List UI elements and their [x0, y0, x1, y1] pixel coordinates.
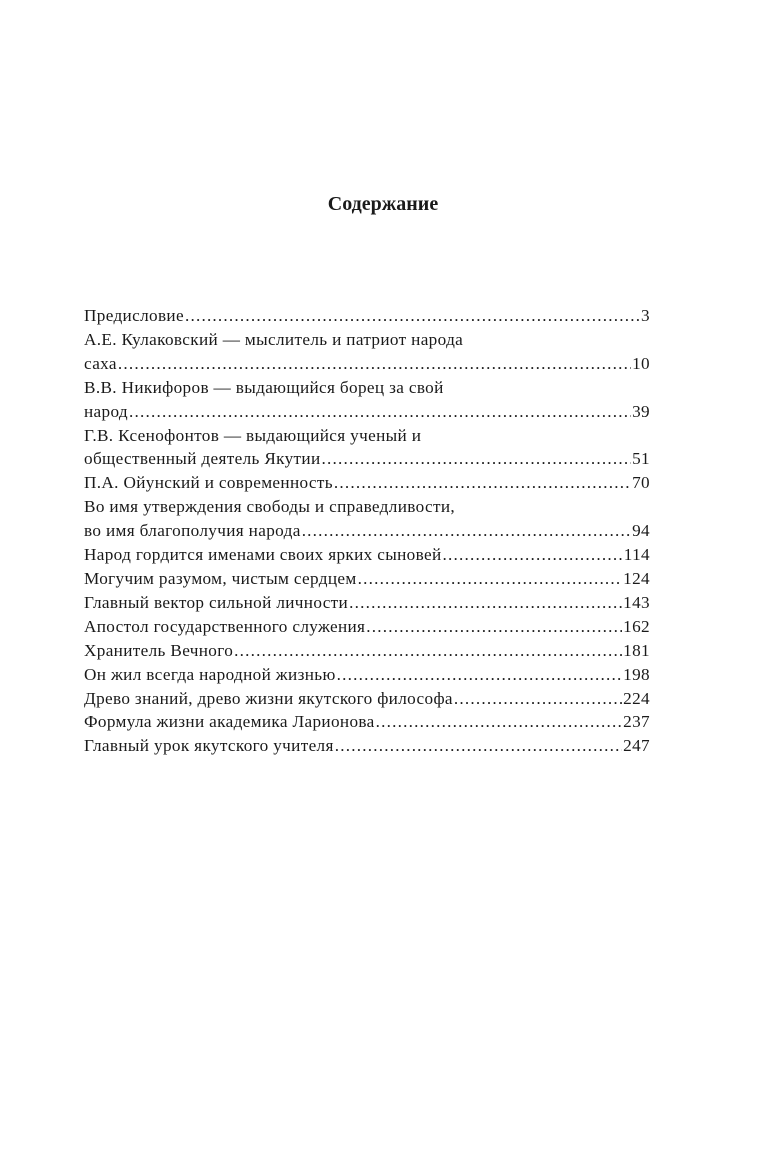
- dot-leader: [322, 447, 632, 471]
- dot-leader: [337, 663, 623, 687]
- toc-page-number: 3: [641, 306, 650, 325]
- toc-page-number: 181: [623, 640, 650, 660]
- toc-entry-title: во имя благополучия народа: [84, 521, 301, 541]
- toc-page-number: 114: [623, 545, 650, 565]
- toc-entry-title: Главный урок якутского учителя: [84, 736, 334, 756]
- toc-page-number: 198: [623, 664, 650, 684]
- page-title: Содержание: [327, 193, 439, 215]
- toc-entry-title: Предисловие: [84, 306, 184, 325]
- toc-page-number: 162: [623, 616, 650, 636]
- toc-entry-title: общественный деятель Якутии: [84, 449, 321, 469]
- toc-entry-title: Могучим разумом, чистым сердцем: [84, 568, 357, 588]
- toc-page-number: 237: [623, 712, 650, 732]
- toc-entry[interactable]: [84, 687, 650, 711]
- dot-leader: [129, 400, 631, 424]
- dot-leader: [443, 543, 623, 567]
- toc-page-number: 10: [632, 353, 650, 373]
- toc-entry-title: Народ гордится именами своих ярких сыновей: [84, 545, 442, 565]
- toc-entry-title-line: Во имя утверждения свободы и справедливости,: [84, 497, 456, 517]
- dot-leader: [349, 591, 622, 615]
- toc-page-number: 94: [632, 521, 650, 541]
- dot-leader: [302, 519, 631, 543]
- toc-entry-title: Хранитель Вечного: [84, 640, 234, 660]
- toc-page-number: 70: [632, 473, 650, 493]
- dot-leader: [118, 352, 631, 376]
- toc-entry-title: Апостол государственного служения: [84, 616, 366, 636]
- table-of-contents: [84, 304, 650, 758]
- toc-entry[interactable]: [84, 304, 650, 328]
- toc-entry[interactable]: [84, 495, 650, 543]
- toc-entry-title: Он жил всегда народной жизнью: [84, 664, 336, 684]
- toc-entry[interactable]: [84, 567, 650, 591]
- toc-entry-title: Древо знаний, древо жизни якутского философа: [84, 688, 453, 708]
- toc-entry-title-line: А.Е. Кулаковский — мыслитель и патриот народа: [84, 329, 464, 349]
- toc-page-number: 51: [632, 449, 650, 469]
- toc-entry[interactable]: [84, 734, 650, 758]
- toc-entry-title: саха: [84, 353, 117, 373]
- toc-entry-title: Главный вектор сильной личности: [84, 592, 349, 612]
- toc-entry[interactable]: [84, 424, 650, 472]
- toc-entry[interactable]: [84, 591, 650, 615]
- toc-page-number: 224: [623, 688, 650, 708]
- toc-entry[interactable]: [84, 639, 650, 663]
- toc-entry-title: П.А. Ойунский и современность: [84, 473, 333, 493]
- dot-leader: [366, 615, 622, 639]
- toc-entry[interactable]: [84, 471, 650, 495]
- toc-entry[interactable]: [84, 543, 650, 567]
- dot-leader: [234, 639, 622, 663]
- toc-entry-title-line: В.В. Никифоров — выдающийся борец за свой: [84, 377, 444, 397]
- toc-entry-title: народ: [84, 401, 129, 421]
- toc-entry-title-line: Г.В. Ксенофонтов — выдающийся ученый и: [84, 425, 422, 445]
- toc-entry[interactable]: [84, 663, 650, 687]
- dot-leader: [358, 567, 623, 591]
- dot-leader: [376, 710, 623, 734]
- toc-page-number: 39: [632, 401, 650, 421]
- toc-entry[interactable]: [84, 615, 650, 639]
- dot-leader: [334, 471, 631, 495]
- toc-entry[interactable]: [84, 710, 650, 734]
- dot-leader: [454, 687, 622, 711]
- toc-entry[interactable]: [84, 328, 650, 376]
- toc-entry-title: Формула жизни академика Ларионова: [84, 712, 375, 732]
- toc-page-number: 143: [623, 592, 650, 612]
- dot-leader: [185, 304, 640, 328]
- toc-page-number: 247: [623, 736, 650, 756]
- toc-page-number: 124: [623, 568, 650, 588]
- dot-leader: [335, 734, 622, 758]
- toc-entry[interactable]: [84, 376, 650, 424]
